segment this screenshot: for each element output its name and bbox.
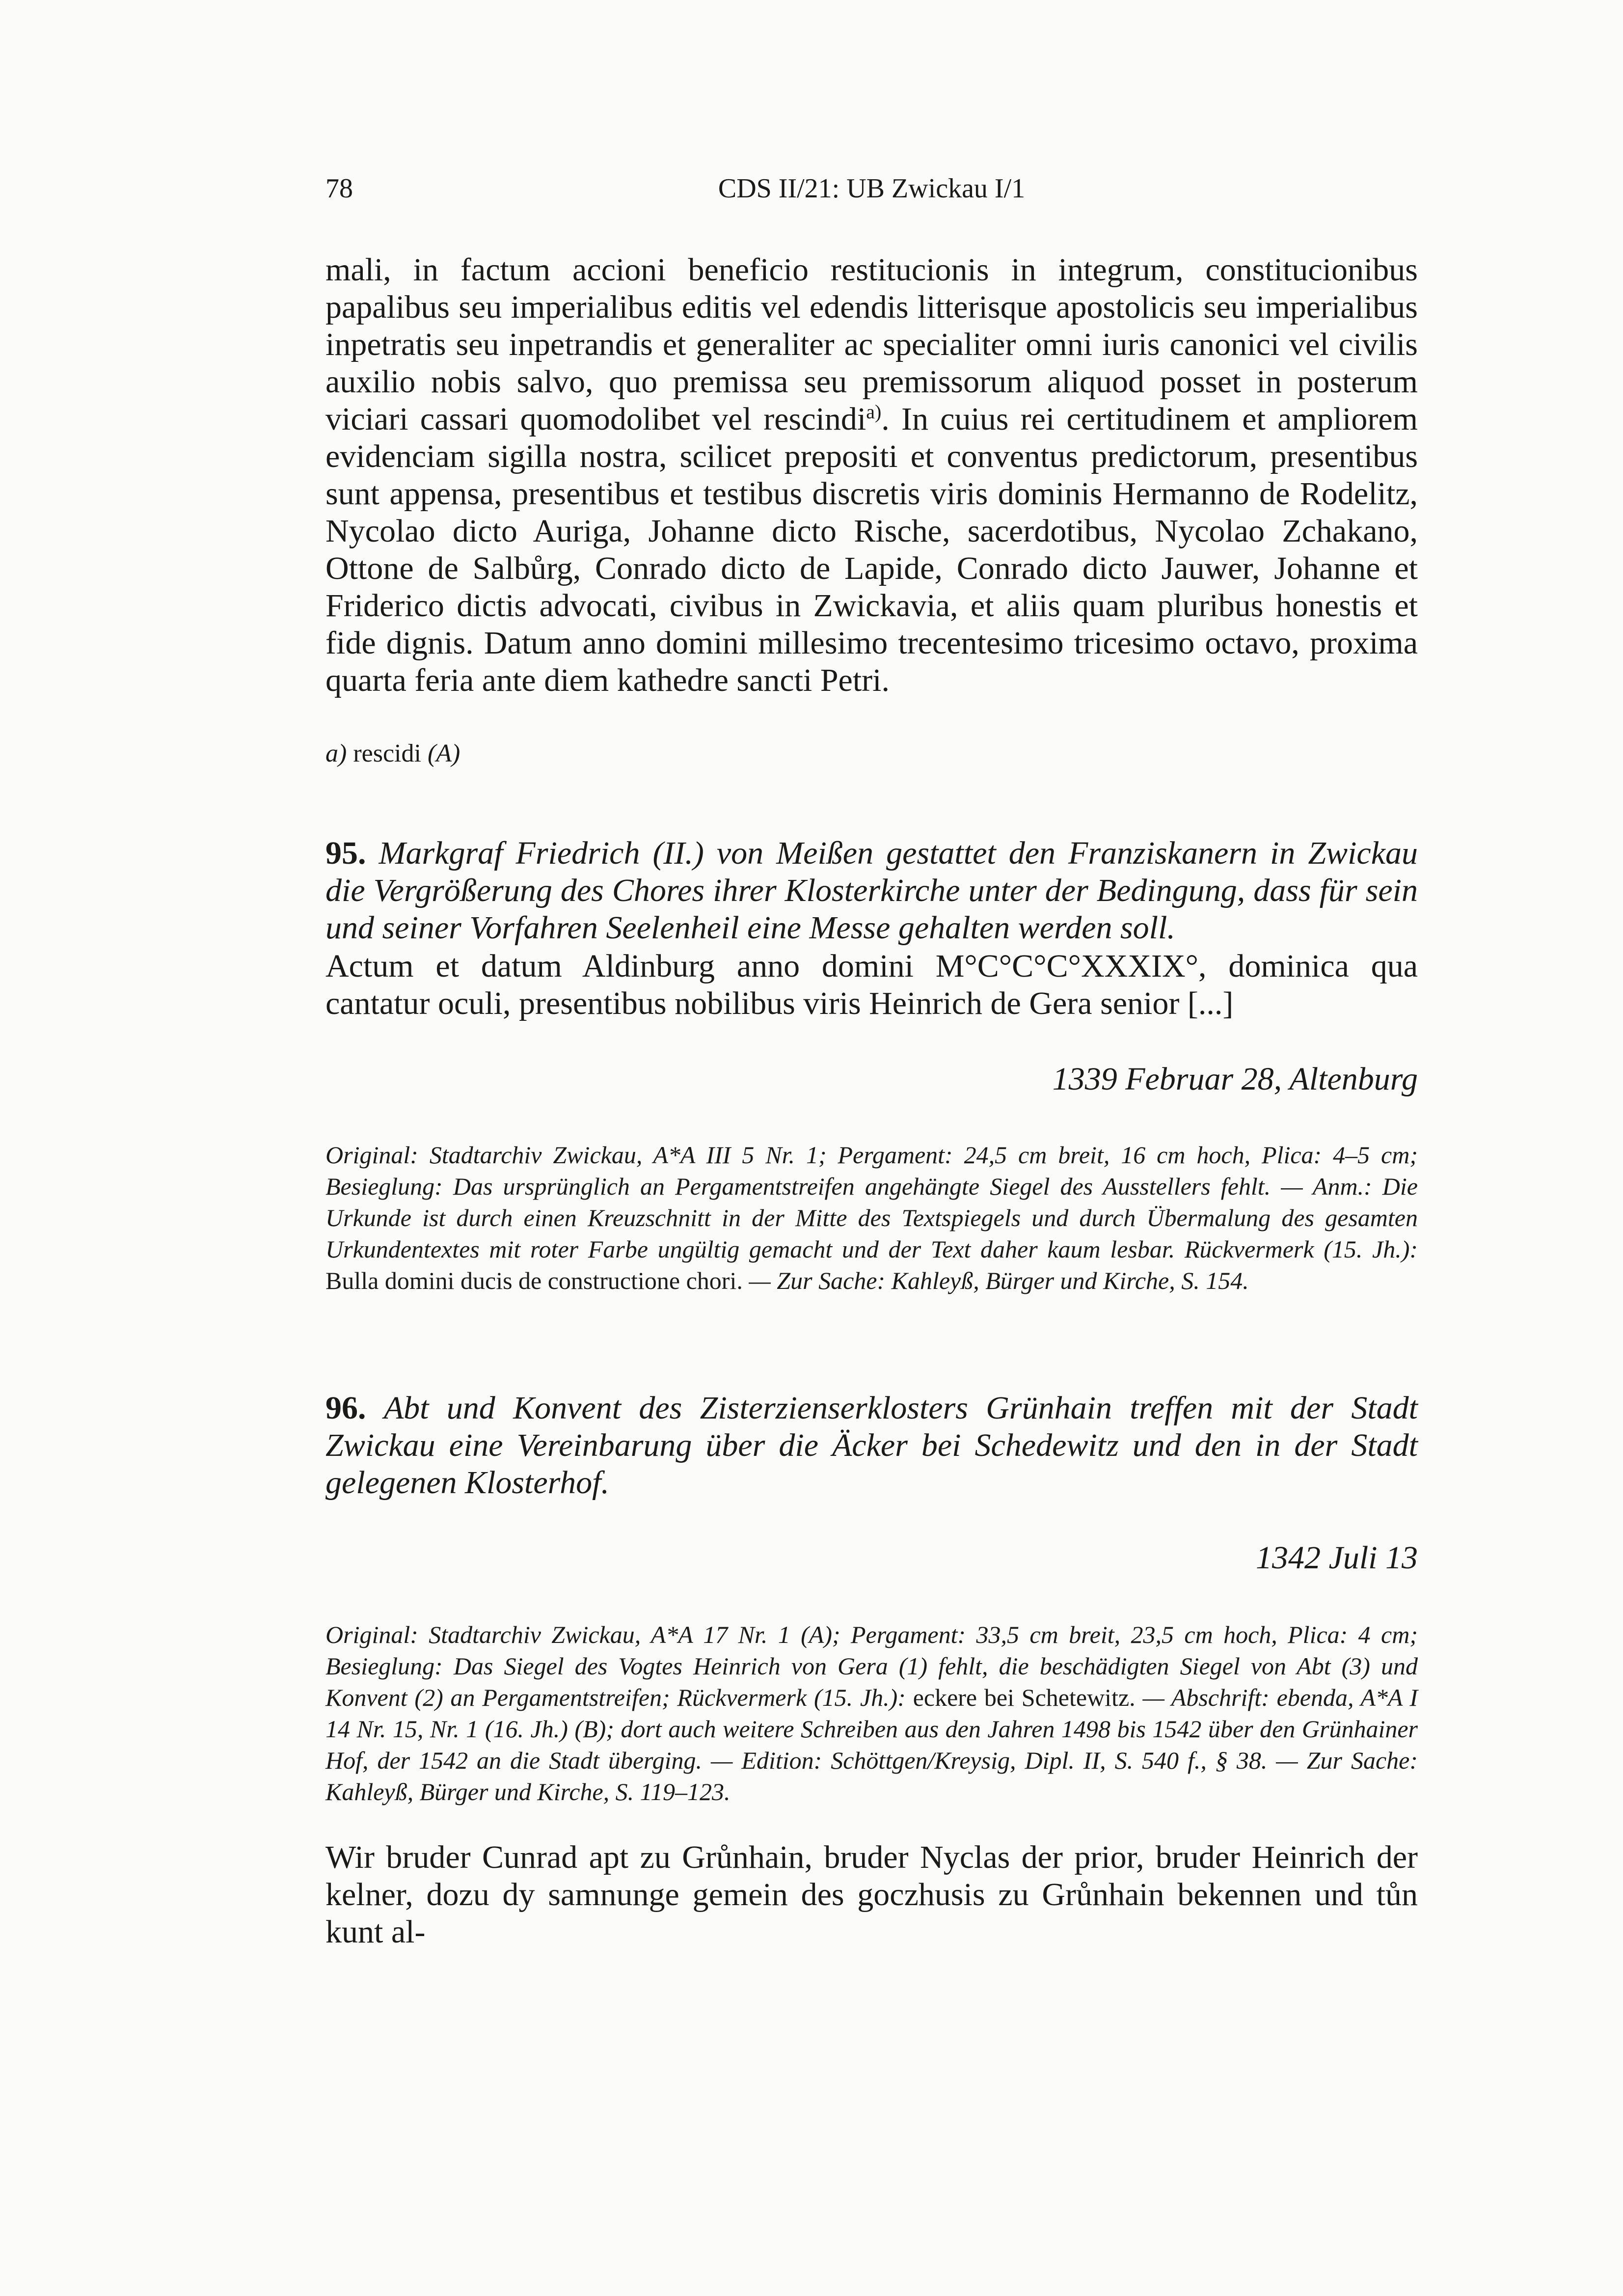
footnote [325, 739, 460, 768]
entry-95-dorsal-note: Bulla domini ducis de constructione chori. [325, 1267, 743, 1294]
entry-96-number: 96. [325, 1390, 366, 1426]
entry-95-date: 1339 Februar 28, Altenburg [1052, 1061, 1418, 1097]
page-header [325, 173, 1418, 212]
entry-95-number: 95. [325, 835, 366, 871]
entry-95-excerpt: Actum et datum Aldinburg anno domini M°C°C°C°XXXIX°, dominica qua cantatur oculi, presentibus nobilibus viris Heinrich de Gera senior [...] [325, 948, 1418, 1021]
footnote-source: (A) [427, 739, 460, 767]
running-head: CDS II/21: UB Zwickau I/1 [718, 173, 1026, 204]
entry-96-text: Wir bruder Cunrad apt zu Grůnhain, bruder Nyclas der prior, bruder Heinrich der kelner, dozu dy samnunge gemein des goczhusis zu Grůnhain bekennen und tůn kunt al- [325, 1839, 1418, 1950]
entry-96-dorsal-note: eckere bei Schetewitz. [913, 1684, 1136, 1711]
continuation-text-part2: . In cuius rei certitudinem et ampliorem evidenciam sigilla nostra, scilicet prepositi et conventus predictorum, presentibus sunt appensa, presentibus et testibus discretis viris dominis Hermanno de Rodelitz, Nycolao dicto Auriga, Johanne dicto Rische, sacerdotibus, Nycolao Zchakano, Ottone de Salbůrg, Conrado dicto de Lapide, Conrado dicto Jauwer, Johanne et Friderico dictis advocati, civibus in Zwickavia, et aliis quam pluribus honestis et fide dignis. Datum anno domini millesimo trecentesimo tricesimo octavo, proxima quarta feria ante diem kathedre sancti Petri. [325, 401, 1418, 698]
entry-96-apparatus-part2: — Abschrift: ebenda, A*A I 14 Nr. 15, Nr. 1 (16. Jh.) (B); dort auch weitere Schreiben aus den Jahren 1498 bis 1542 über den Grünhainer Hof, der 1542 an die Stadt überging. — Edition: Schöttgen/Kreysig, Dipl. II, S. 540 f., § 38. — Zur Sache: Kahleyß, Bürger und Kirche, S. 119–123. [325, 1684, 1418, 1805]
entry-96-apparatus-part1: Original: Stadtarchiv Zwickau, A*A 17 Nr. 1 (A); Pergament: 33,5 cm breit, 23,5 cm hoch, Plica: 4 cm; Besieglung: Das Siegel des Vogtes Heinrich von Gera (1) fehlt, die beschädigten Siegel von Abt (3) und Konvent (2) an Pergamentstreifen; Rückvermerk (15. Jh.): [325, 1621, 1418, 1711]
footnote-marker-sup: a) [866, 401, 882, 423]
footnote-marker: a) [325, 739, 347, 767]
entry-95-heading [325, 835, 1418, 947]
entry-96-heading [325, 1390, 1418, 1502]
continuation-text-part1: mali, in factum accioni beneficio restitucionis in integrum, constitucionibus papalibus seu imperialibus editis vel edendis litterisque apostolicis seu imperialibus inpetratis seu inpetrandis et generaliter ac specialiter omni iuris canonici vel civilis auxilio nobis salvo, quo premissa seu premissorum aliquod posset in posterum viciari cassari quomodolibet vel rescindi [325, 252, 1418, 437]
entry-95-apparatus [325, 1139, 1418, 1296]
continuation-text [325, 251, 1418, 699]
entry-96-date: 1342 Juli 13 [1256, 1540, 1418, 1576]
footnote-word: rescidi [353, 739, 421, 767]
entry-96-apparatus [325, 1619, 1418, 1807]
entry-95-apparatus-part2: — Zur Sache: Kahleyß, Bürger und Kirche, S. 154. [742, 1267, 1249, 1294]
entry-96-regest: Abt und Konvent des Zisterzienserklosters Grünhain treffen mit der Stadt Zwickau eine Vereinbarung über die Äcker bei Schedewitz und den in der Stadt gelegenen Klosterhof. [325, 1390, 1418, 1501]
entry-95-apparatus-part1: Original: Stadtarchiv Zwickau, A*A III 5 Nr. 1; Pergament: 24,5 cm breit, 16 cm hoch, Plica: 4–5 cm; Besieglung: Das ursprünglich an Pergamentstreifen angehängte Siegel des Ausstellers fehlt. — Anm.: Die Urkunde ist durch einen Kreuzschnitt in der Mitte des Textspiegels und durch Übermalung des gesamten Urkundentextes mit roter Farbe ungültig gemacht und der Text daher kaum lesbar. Rückvermerk (15. Jh.): [325, 1141, 1418, 1263]
page-number: 78 [325, 173, 353, 204]
entry-95-regest: Markgraf Friedrich (II.) von Meißen gestattet den Franziskanern in Zwickau die Vergrößerung des Chores ihrer Klosterkirche unter der Bedingung, dass für sein und seiner Vorfahren Seelenheil eine Messe gehalten werden soll. [325, 835, 1418, 946]
